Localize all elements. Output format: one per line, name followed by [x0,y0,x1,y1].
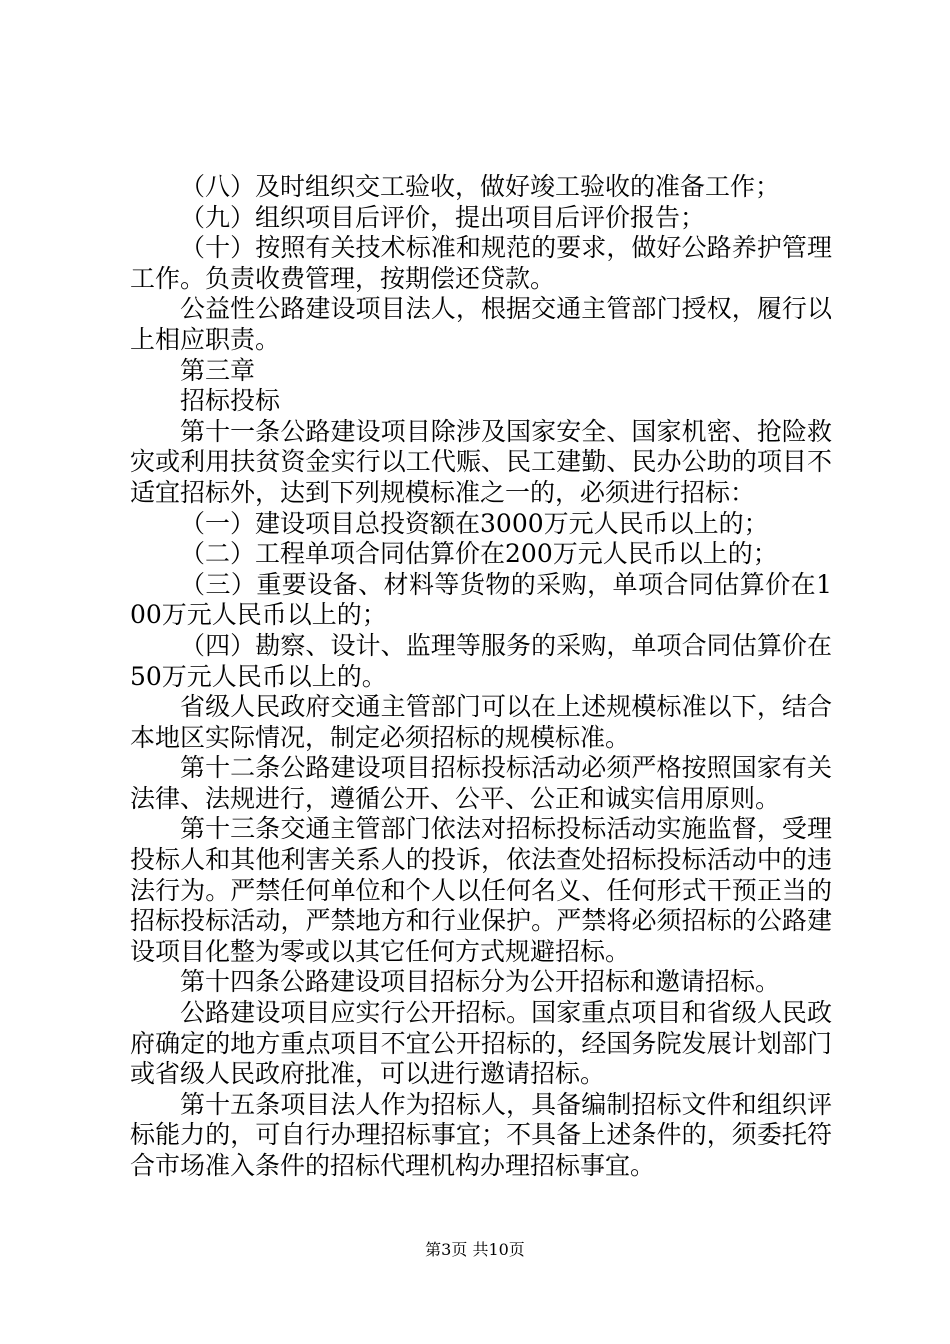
paragraph: 公益性公路建设项目法人，根据交通主管部门授权，履行以上相应职责。 [130,294,832,354]
paragraph: （二）工程单项合同估算价在200万元人民币以上的； [180,539,778,569]
paragraph: 省级人民政府交通主管部门可以在上述规模标准以下，结合本地区实际情况，制定必须招标的规模标准。 [130,692,832,752]
page-footer [0,1240,950,1260]
paragraph: （九）组织项目后评价，提出项目后评价报告； [180,202,706,232]
paragraph: （三）重要设备、材料等货物的采购，单项合同估算价在100万元人民币以上的； [130,569,832,630]
chapter-number: 第三章 [180,355,256,385]
paragraph: （八）及时组织交工验收，做好竣工验收的准备工作； [180,172,781,201]
paragraph: 第十二条公路建设项目招标投标活动必须严格按照国家有关法律、法规进行，遵循公开、公平、公正和诚实信用原则。 [130,753,832,813]
paragraph: 第十三条交通主管部门依法对招标投标活动实施监督，受理投标人和其他利害关系人的投诉，依法查处招标投标活动中的违法行为。严禁任何单位和个人以任何名义、任何形式干预正当的招标投标活动，严禁地方和行业保护。严禁将必须招标的公路建设项目化整为零或以其它任何方式规避招标。 [130,814,832,966]
document-body [130,172,832,1182]
paragraph: 公路建设项目应实行公开招标。国家重点项目和省级人民政府确定的地方重点项目不宜公开招标的，经国务院发展计划部门或省级人民政府批准，可以进行邀请招标。 [130,998,832,1089]
paragraph: 第十一条公路建设项目除涉及国家安全、国家机密、抢险救灾或利用扶贫资金实行以工代赈、民工建勤、民办公助的项目不适宜招标外，达到下列规模标准之一的，必须进行招标： [130,416,832,507]
paragraph: 第十五条项目法人作为招标人，具备编制招标文件和组织评标能力的，可自行办理招标事宜；不具备上述条件的，须委托符合市场准入条件的招标代理机构办理招标事宜。 [130,1089,832,1180]
paragraph: （四）勘察、设计、监理等服务的采购，单项合同估算价在50万元人民币以上的。 [130,630,832,691]
paragraph: （十）按照有关技术标准和规范的要求，做好公路养护管理工作。负责收费管理，按期偿还贷款。 [130,233,832,293]
chapter-title: 招标投标 [180,386,281,416]
paragraph: （一）建设项目总投资额在3000万元人民币以上的； [180,508,769,538]
page-number: 第3页 共10页 [425,1240,525,1259]
paragraph: 第十四条公路建设项目招标分为公开招标和邀请招标。 [180,967,781,997]
